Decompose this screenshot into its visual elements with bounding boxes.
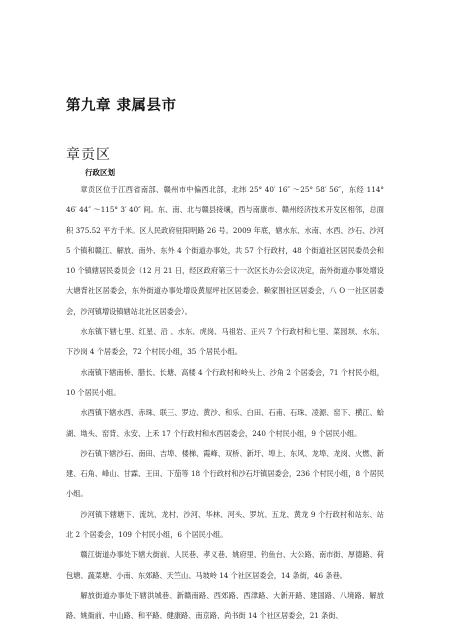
paragraph-shashi: 沙石镇下辖沙石、南田、吉埠、楼梯、霞峰、双桥、新圩、埠上、东风、龙埠、龙岗、火燃、新建、石角、峰山、甘霖、王田、下茄等 18 个行政村和沙石圩镇居委会，236 个村民小组，8 个居民小组。 xyxy=(66,448,384,499)
paragraph-shuinan: 水南镇下辖南桥、腊长、长塘、高楼 4 个行政村和岭头上、沙角 2 个居委会，71 个村民小组，10 个居民小组。 xyxy=(66,367,384,397)
subsection-title: 行政区划 xyxy=(85,168,115,177)
paragraph-shahe: 沙河镇下辖塘下、流坑、龙村、沙河、华林、河头、罗坑、五龙、黄龙 9 个行政村和站东、站北 2 个居委会，109 个村民小组，6 个居民小组。 xyxy=(66,509,384,540)
paragraph-overview: 章贡区位于江西省南部、赣州市中偏西北部，北纬 25° 40′ 16″ ～25° 58′ 56″，东经 114° 46′ 44″ ～115° 3′ 40″ 间。东、南、北与赣县接壤，西与南康市、赣州经济技术开发区相邻，总面积 375.52 平方千米。区人民政府驻阳明路 26 号。2009 年底，辖水东、水南、水西、沙石、沙河 5 个镇和赣江、解放、南外、东外 4 个街道办事处，共 57 个行政村，48 个街道社区居民委员会和 10 个镇辖居民委员会（12 月 21 日，经区政府第三十一次区长办公会议决定，南外街道办事处增设大塘背社区居委会，东外街道办事处增设黄屋坪社区居委会、赖家围社区居委会，八 O 一社区居委会，沙河镇增设镇辖站北社区居委会）。 xyxy=(66,185,384,316)
paragraph-shuixi: 水西镇下辖水西、赤珠、联三、罗边、黄沙、和乐、白田、石甫、石珠、凌源、窑下、横江、蛤湖、坳头、窑背、永安、上禾 17 个行政村和水西居委会，240 个村民小组，9 个居民小组。 xyxy=(66,408,384,438)
chapter-title: 第九章 隶属县市 xyxy=(66,98,177,114)
section-title: 章贡区 xyxy=(66,147,111,163)
paragraph-ganjiang: 赣江街道办事处下辖大街前、人民巷、孝义巷、姚府里、钓鱼台、大公路、南市街、厚德路、荷包塘、蔬菜塘、小南、东郊路、天竺山、马坡岭 14 个社区居委会，14 条街，46 条巷。 xyxy=(66,550,384,580)
paragraph-jiefang: 解放街道办事处下辖洪城巷、新赣南路、西郊路、西津路、大新开路、建国路、八境路、解放路、姚衙前、中山路、和平路、健康路、南京路、尚书街 14 个社区居委会，21 条街、 xyxy=(66,590,384,621)
paragraph-shuidong: 水东镇下辖七里、红星、沿 、水东、虎岗、马祖岩、正兴 7 个行政村和七里、菜园坝、水东、下沙岗 4 个居委会，72 个村民小组，35 个居民小组。 xyxy=(66,327,384,357)
body-text xyxy=(66,180,384,627)
